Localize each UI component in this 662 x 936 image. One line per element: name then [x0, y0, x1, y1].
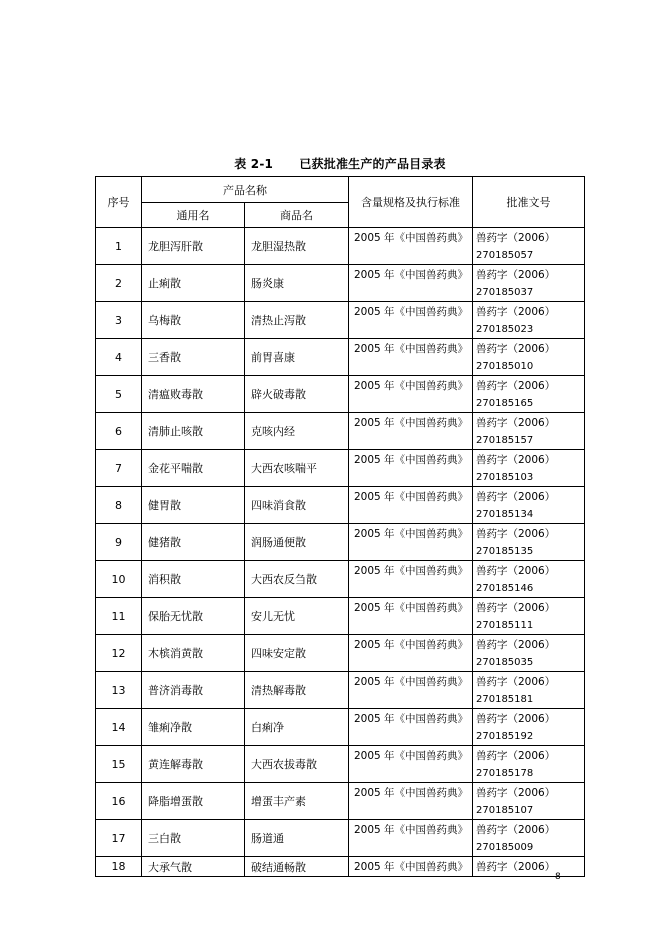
approval-prefix: 兽药字（2006）: [476, 454, 556, 466]
approval-code: 270185010: [476, 361, 534, 372]
cell-trade-name: 肠道通: [245, 820, 349, 857]
cell-standard: 2005 年《中国兽药典》: [349, 302, 473, 339]
approval-code: 270185111: [476, 620, 534, 631]
approval-prefix: 兽药字（2006）: [476, 787, 556, 799]
cell-standard: 2005 年《中国兽药典》: [349, 857, 473, 877]
cell-trade-name: 四味安定散: [245, 635, 349, 672]
approval-prefix: 兽药字（2006）: [476, 750, 556, 762]
cell-generic-name: 降脂增蛋散: [142, 783, 245, 820]
approval-prefix: 兽药字（2006）: [476, 565, 556, 577]
cell-trade-name: 增蛋丰产素: [245, 783, 349, 820]
cell-trade-name: 润肠通便散: [245, 524, 349, 561]
cell-index: 16: [96, 783, 142, 820]
cell-index: 4: [96, 339, 142, 376]
product-catalog-table: [95, 176, 585, 877]
cell-generic-name: 清肺止咳散: [142, 413, 245, 450]
cell-index: 18: [96, 857, 142, 877]
approval-code: 270185107: [476, 805, 534, 816]
cell-standard: 2005 年《中国兽药典》: [349, 783, 473, 820]
cell-index: 8: [96, 487, 142, 524]
cell-index: 10: [96, 561, 142, 598]
approval-code: 270185057: [476, 250, 534, 261]
cell-index: 7: [96, 450, 142, 487]
table-header: [96, 177, 585, 228]
approval-code: 270185181: [476, 694, 534, 705]
cell-generic-name: 雏痢净散: [142, 709, 245, 746]
approval-code: 270185037: [476, 287, 534, 298]
cell-index: 17: [96, 820, 142, 857]
cell-trade-name: 肠炎康: [245, 265, 349, 302]
cell-generic-name: 木槟消黄散: [142, 635, 245, 672]
cell-index: 12: [96, 635, 142, 672]
cell-trade-name: 清热止泻散: [245, 302, 349, 339]
cell-index: 6: [96, 413, 142, 450]
cell-approval-no: [473, 672, 585, 709]
cell-standard: 2005 年《中国兽药典》: [349, 450, 473, 487]
cell-generic-name: 龙胆泻肝散: [142, 228, 245, 265]
approval-code: 270185178: [476, 768, 534, 779]
cell-standard: 2005 年《中国兽药典》: [349, 228, 473, 265]
cell-generic-name: 金花平喘散: [142, 450, 245, 487]
approval-prefix: 兽药字（2006）: [476, 417, 556, 429]
cell-generic-name: 黄连解毒散: [142, 746, 245, 783]
cell-trade-name: 克咳内经: [245, 413, 349, 450]
cell-index: 11: [96, 598, 142, 635]
table-row: [96, 450, 585, 487]
table-row: [96, 561, 585, 598]
cell-standard: 2005 年《中国兽药典》: [349, 709, 473, 746]
cell-approval-no: [473, 524, 585, 561]
table-row: [96, 783, 585, 820]
table-body: [96, 228, 585, 877]
cell-approval-no: [473, 413, 585, 450]
cell-standard: 2005 年《中国兽药典》: [349, 376, 473, 413]
approval-prefix: 兽药字（2006）: [476, 824, 556, 836]
header-index: 序号: [96, 177, 142, 228]
approval-prefix: 兽药字（2006）: [476, 639, 556, 651]
approval-prefix: 兽药字（2006）: [476, 491, 556, 503]
cell-standard: 2005 年《中国兽药典》: [349, 598, 473, 635]
cell-generic-name: 消积散: [142, 561, 245, 598]
cell-standard: 2005 年《中国兽药典》: [349, 746, 473, 783]
header-generic-name: 通用名: [142, 203, 245, 228]
cell-approval-no: [473, 709, 585, 746]
cell-generic-name: 健猪散: [142, 524, 245, 561]
table-row: [96, 487, 585, 524]
cell-approval-no: [473, 265, 585, 302]
cell-trade-name: 大西农拔毒散: [245, 746, 349, 783]
cell-generic-name: 保胎无忧散: [142, 598, 245, 635]
cell-index: 5: [96, 376, 142, 413]
cell-generic-name: 清瘟败毒散: [142, 376, 245, 413]
cell-generic-name: 大承气散: [142, 857, 245, 877]
approval-code: 270185103: [476, 472, 534, 483]
cell-approval-no: [473, 450, 585, 487]
page-number: 8: [555, 872, 561, 882]
approval-prefix: 兽药字（2006）: [476, 232, 556, 244]
cell-approval-no: [473, 561, 585, 598]
table-row: [96, 265, 585, 302]
table-row: [96, 857, 585, 877]
header-standard: 含量规格及执行标准: [349, 177, 473, 228]
table-row: [96, 302, 585, 339]
cell-approval-no: [473, 228, 585, 265]
cell-approval-no: [473, 783, 585, 820]
cell-approval-no: [473, 635, 585, 672]
cell-standard: 2005 年《中国兽药典》: [349, 524, 473, 561]
cell-standard: 2005 年《中国兽药典》: [349, 339, 473, 376]
table-caption: 表 2-1 已获批准生产的产品目录表: [234, 157, 446, 171]
table-row: [96, 820, 585, 857]
table-row: [96, 635, 585, 672]
table-row: [96, 376, 585, 413]
cell-generic-name: 健胃散: [142, 487, 245, 524]
cell-approval-no: [473, 598, 585, 635]
cell-index: 15: [96, 746, 142, 783]
table-row: [96, 598, 585, 635]
table-row: [96, 339, 585, 376]
cell-index: 1: [96, 228, 142, 265]
cell-trade-name: 安儿无忧: [245, 598, 349, 635]
approval-prefix: 兽药字（2006）: [476, 269, 556, 281]
approval-code: 270185135: [476, 546, 534, 557]
header-product-name: 产品名称: [142, 177, 349, 203]
cell-generic-name: 三香散: [142, 339, 245, 376]
cell-index: 3: [96, 302, 142, 339]
approval-prefix: 兽药字（2006）: [476, 343, 556, 355]
table-row: [96, 413, 585, 450]
table-row: [96, 709, 585, 746]
cell-trade-name: 清热解毒散: [245, 672, 349, 709]
approval-code: 270185192: [476, 731, 534, 742]
cell-generic-name: 普济消毒散: [142, 672, 245, 709]
approval-prefix: 兽药字（2006）: [476, 528, 556, 540]
approval-code: 270185134: [476, 509, 534, 520]
approval-prefix: 兽药字（2006）: [476, 306, 556, 318]
cell-standard: 2005 年《中国兽药典》: [349, 487, 473, 524]
cell-approval-no: [473, 746, 585, 783]
cell-generic-name: 乌梅散: [142, 302, 245, 339]
cell-standard: 2005 年《中国兽药典》: [349, 635, 473, 672]
table-row: [96, 672, 585, 709]
cell-trade-name: 大西农咳喘平: [245, 450, 349, 487]
approval-code: 270185023: [476, 324, 534, 335]
cell-trade-name: 白痢净: [245, 709, 349, 746]
approval-prefix: 兽药字（2006）: [476, 861, 556, 873]
cell-trade-name: 辟火破毒散: [245, 376, 349, 413]
approval-code: 270185146: [476, 583, 534, 594]
approval-prefix: 兽药字（2006）: [476, 380, 556, 392]
approval-prefix: 兽药字（2006）: [476, 713, 556, 725]
cell-trade-name: 四味消食散: [245, 487, 349, 524]
cell-trade-name: 破结通畅散: [245, 857, 349, 877]
cell-generic-name: 三白散: [142, 820, 245, 857]
cell-standard: 2005 年《中国兽药典》: [349, 265, 473, 302]
table-row: [96, 524, 585, 561]
cell-trade-name: 大西农反刍散: [245, 561, 349, 598]
header-trade-name: 商品名: [245, 203, 349, 228]
cell-approval-no: [473, 820, 585, 857]
cell-standard: 2005 年《中国兽药典》: [349, 561, 473, 598]
cell-approval-no: [473, 302, 585, 339]
cell-approval-no: [473, 487, 585, 524]
approval-code: 270185035: [476, 657, 534, 668]
cell-standard: 2005 年《中国兽药典》: [349, 820, 473, 857]
cell-generic-name: 止痢散: [142, 265, 245, 302]
cell-standard: 2005 年《中国兽药典》: [349, 413, 473, 450]
cell-index: 13: [96, 672, 142, 709]
header-approval-no: 批准文号: [473, 177, 585, 228]
cell-approval-no: [473, 376, 585, 413]
cell-index: 9: [96, 524, 142, 561]
cell-approval-no: [473, 339, 585, 376]
cell-trade-name: 前胃喜康: [245, 339, 349, 376]
approval-prefix: 兽药字（2006）: [476, 602, 556, 614]
table-row: [96, 746, 585, 783]
table-row: [96, 228, 585, 265]
cell-index: 2: [96, 265, 142, 302]
approval-code: 270185157: [476, 435, 534, 446]
approval-code: 270185165: [476, 398, 534, 409]
approval-prefix: 兽药字（2006）: [476, 676, 556, 688]
cell-trade-name: 龙胆湿热散: [245, 228, 349, 265]
cell-index: 14: [96, 709, 142, 746]
cell-standard: 2005 年《中国兽药典》: [349, 672, 473, 709]
approval-code: 270185009: [476, 842, 534, 853]
cell-approval-no: [473, 857, 585, 877]
